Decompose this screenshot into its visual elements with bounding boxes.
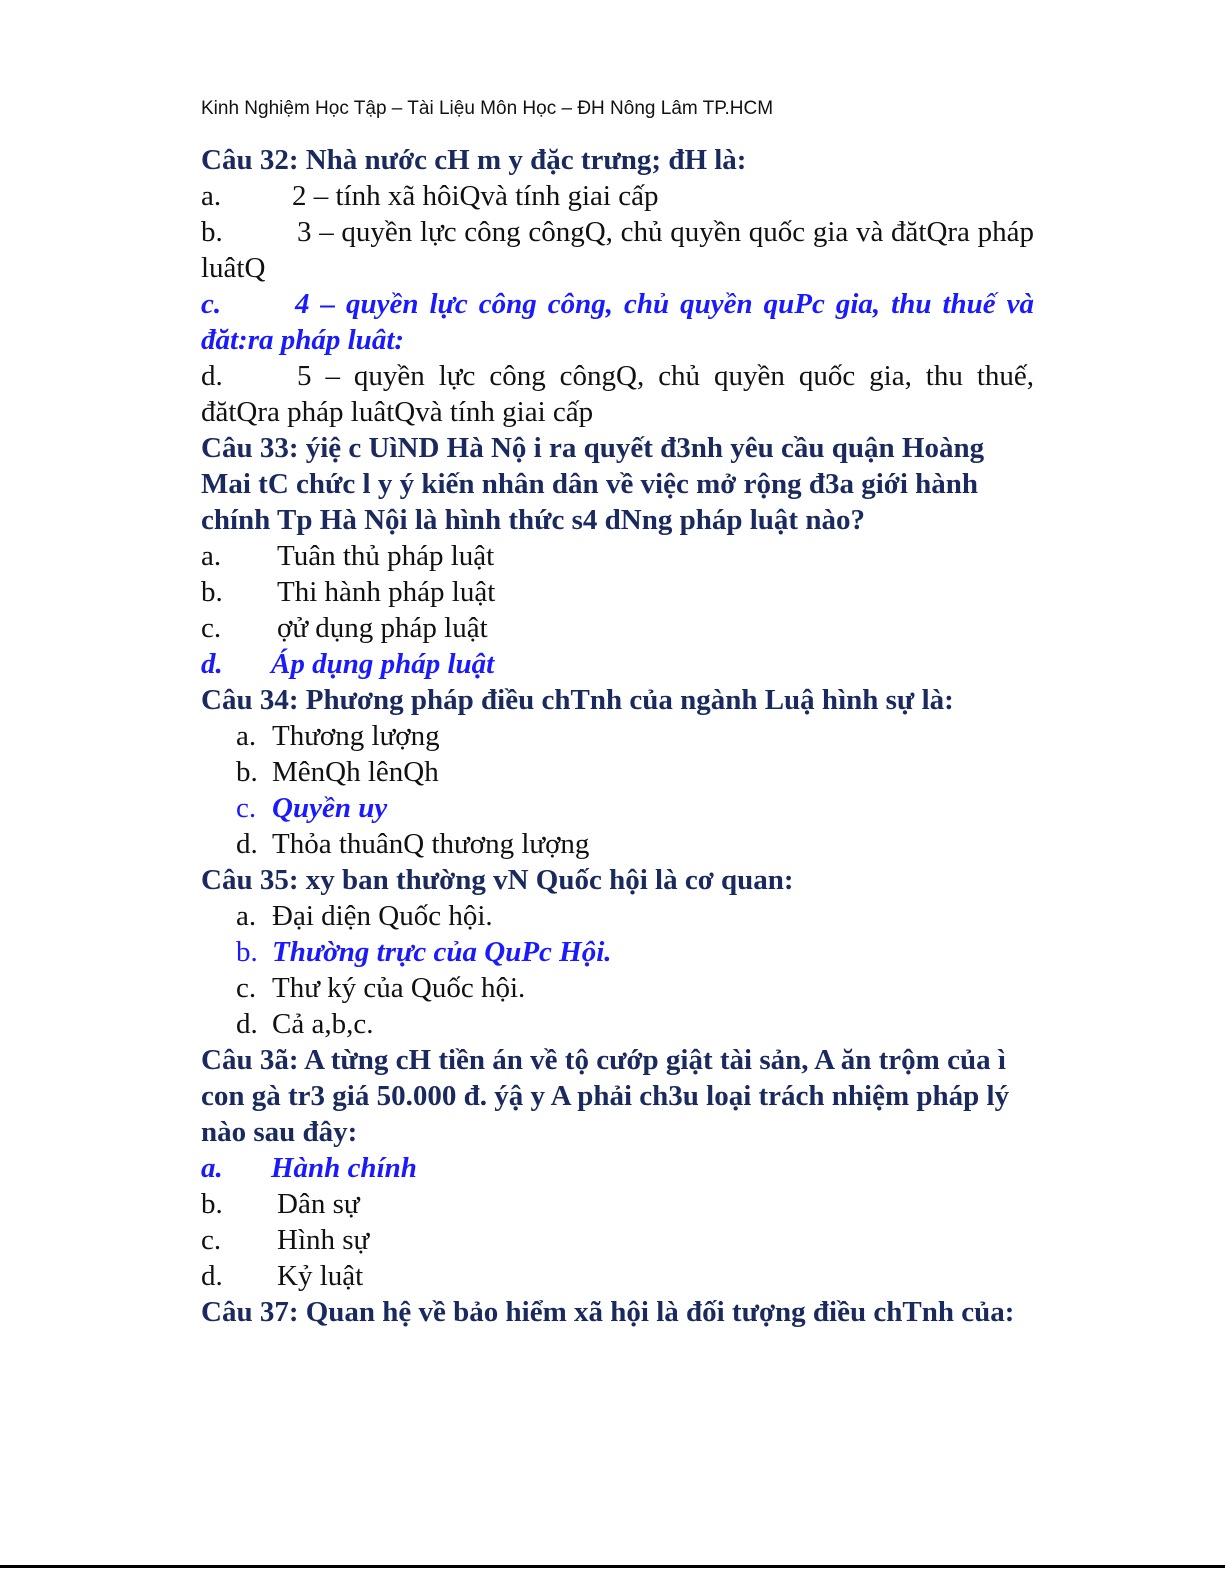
- option-label: a.: [236, 720, 257, 752]
- option-text: 5 – quyền lực công côngQ, chủ quyền quốc gia, thu thuế, đătQra pháp luâtQvà tính giai cấp: [201, 360, 1034, 428]
- q34-option-b: [201, 754, 1034, 790]
- option-text: Quyền uy: [272, 792, 388, 824]
- option-text: MênQh lênQh: [272, 756, 439, 788]
- option-text: Thi hành pháp luật: [277, 576, 496, 608]
- option-label: d.: [201, 648, 223, 680]
- option-text: 4 – quyền lực công công, chủ quyền quPc gia, thu thuế và đăt:ra pháp luât:: [201, 288, 1034, 356]
- q32-option-b: [201, 214, 1034, 286]
- option-text: Kỷ luật: [277, 1260, 364, 1292]
- question-36-title: Câu 3ã: A từng cH tiền án về tộ cướp giật tài sản, A ăn trộm của ì con gà tr3 giá 50.000 đ. ýậ y A phải ch3u loại trách nhiệm pháp lý nào sau đây:: [201, 1044, 1010, 1148]
- option-text: Đại diện Quốc hội.: [272, 900, 493, 932]
- page-content: [201, 142, 1034, 1330]
- option-text: ợử dụng pháp luật: [277, 612, 488, 644]
- option-text: 2 – tính xã hôiQvà tính giai cấp: [292, 180, 659, 212]
- option-label: b.: [236, 756, 258, 788]
- q32-option-c-answer: [201, 286, 1034, 358]
- q32-option-d: [201, 358, 1034, 430]
- option-label: d.: [201, 360, 223, 392]
- option-text: Thường trực của QuPc Hội.: [272, 936, 612, 968]
- option-label: d.: [236, 828, 258, 860]
- option-text: Hình sự: [277, 1224, 370, 1256]
- option-label: b.: [236, 936, 258, 968]
- page-header: Kinh Nghiệm Học Tập – Tài Liệu Môn Học – ĐH Nông Lâm TP.HCM: [201, 98, 774, 119]
- option-label: a.: [201, 1152, 223, 1184]
- option-text: Thư ký của Quốc hội.: [272, 972, 526, 1004]
- option-text: Thỏa thuânQ thương lượng: [272, 828, 590, 860]
- option-label: c.: [201, 612, 222, 644]
- q33-option-b: [201, 574, 1034, 610]
- q36-option-a-answer: [201, 1150, 1034, 1186]
- option-text: Thương lượng: [272, 720, 440, 752]
- q35-option-a: [201, 898, 1034, 934]
- option-label: c.: [201, 288, 222, 320]
- q34-option-d: [201, 826, 1034, 862]
- q35-option-b-answer: [201, 934, 1034, 970]
- option-label: a.: [201, 180, 222, 212]
- option-text: Tuân thủ pháp luật: [277, 540, 495, 572]
- page-bottom-rule: [0, 1565, 1225, 1568]
- q34-option-a: [201, 718, 1034, 754]
- option-text: Dân sự: [277, 1188, 360, 1220]
- option-label: c.: [201, 1224, 222, 1256]
- question-34-title: Câu 34: Phương pháp điều chTnh của ngành Luậ hình sự là:: [201, 684, 954, 716]
- option-label: b.: [201, 1188, 223, 1220]
- option-label: d.: [201, 1260, 223, 1292]
- q32-option-a: [201, 178, 1034, 214]
- question-37-title: Câu 37: Quan hệ về bảo hiểm xã hội là đối tượng điều chTnh của:: [201, 1296, 1015, 1328]
- q33-option-a: [201, 538, 1034, 574]
- option-label: c.: [236, 972, 257, 1004]
- q36-option-c: [201, 1222, 1034, 1258]
- q35-option-c: [201, 970, 1034, 1006]
- option-text: Cả a,b,c.: [272, 1008, 374, 1040]
- q35-option-d: [201, 1006, 1034, 1042]
- question-32-title: Câu 32: Nhà nước cH m y đặc trưng; đH là:: [201, 144, 747, 176]
- option-label: b.: [201, 576, 223, 608]
- q34-option-c-answer: [201, 790, 1034, 826]
- option-label: c.: [236, 792, 257, 824]
- option-label: a.: [236, 900, 257, 932]
- option-text: 3 – quyền lực công côngQ, chủ quyền quốc gia và đătQra pháp luâtQ: [201, 216, 1034, 284]
- option-label: b.: [201, 216, 223, 248]
- option-text: Áp dụng pháp luật: [271, 648, 495, 680]
- option-label: a.: [201, 540, 222, 572]
- option-label: d.: [236, 1008, 258, 1040]
- q33-option-c: [201, 610, 1034, 646]
- q33-option-d-answer: [201, 646, 1034, 682]
- question-33-title: Câu 33: ýiệ c UìND Hà Nộ i ra quyết đ3nh yêu cầu quận Hoàng Mai tC chức l y ý kiến nhân dân về việc mở rộng đ3a giới hành chính Tp Hà Nội là hình thức s4 dNng pháp luật nào?: [201, 432, 985, 536]
- q36-option-d: [201, 1258, 1034, 1294]
- option-text: Hành chính: [271, 1152, 417, 1184]
- question-35-title: Câu 35: xy ban thường vN Quốc hội là cơ quan:: [201, 864, 794, 896]
- q36-option-b: [201, 1186, 1034, 1222]
